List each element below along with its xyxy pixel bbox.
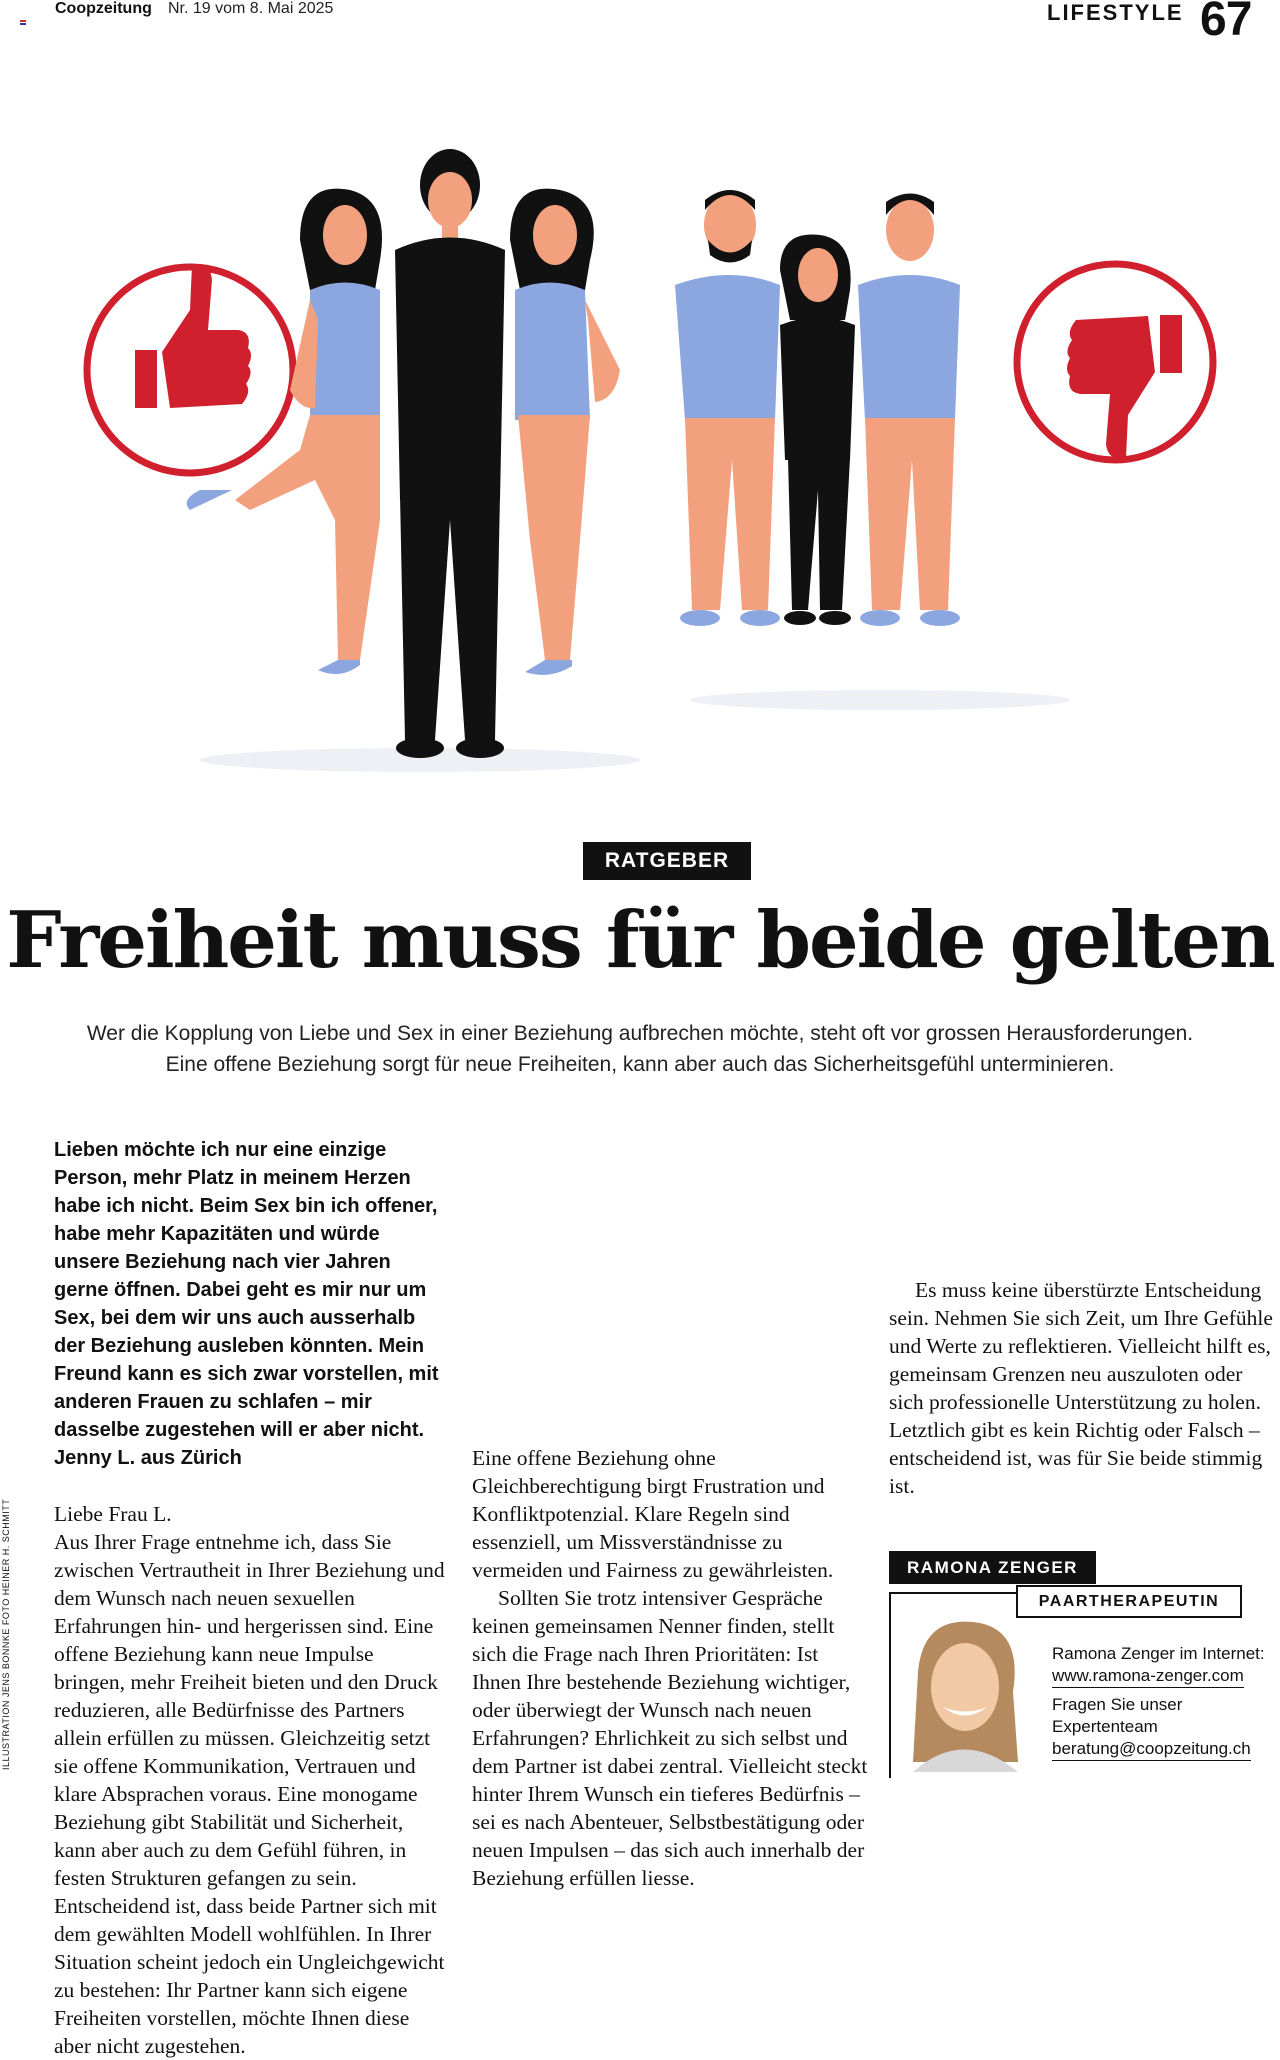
answer-paragraph-1: Aus Ihrer Frage entnehme ich, dass Sie zwischen Vertrautheit in Ihrer Beziehung und dem Wunsch nach neuen sexuellen Erfahrungen hin- und hergerissen sind. Eine offene Beziehung kann neue Impulse bringen, mehr Freiheit bieten und den Druck reduzieren, alle Bedürfnisse des Partners allein erfüllen zu müssen. Gleichzeitig setzt sie offene Kommunikation, Vertrauen und klare Absprachen voraus. Eine monogame Beziehung gibt Stabilität und Sicherheit, kann aber auch zu dem Gefühl führen, in festen Strukturen gefangen zu sein. Entscheidend ist, dass beide Partner sich mit dem gewählten Modell wohlfühlen. In Ihrer Situation scheint jedoch ein Ungleichgewicht zu bestehen: Ihr Partner kann sich eigene Freiheiten vorstellen, möchte Ihnen diese aber nicht zugestehen. — [54, 1530, 445, 2058]
author-contact — [1052, 1643, 1277, 1767]
article-kicker: RATGEBER — [583, 842, 751, 880]
credit-text: ILLUSTRATION JENS BONNKE FOTO HEINER H. SCHMITT — [1, 1498, 11, 1770]
lead-line-2: Eine offene Beziehung sorgt für neue Freiheiten, kann aber auch das Sicherheitsgefühl unterminieren. — [165, 1053, 1115, 1076]
answer-paragraph-3: Sollten Sie trotz intensiver Gespräche keinen gemeinsamen Nenner finden, stellt sich die Frage nach Ihren Prioritäten: Ist Ihnen Ihre bestehende Beziehung wichtiger, oder überwiegt der Wunsch nach neuen Erfahrungen? Ehrlichkeit zu sich selbst und dem Partner ist dabei zentral. Vielleicht steckt hinter Ihrem Wunsch ein tieferes Bedürfnis – sei es nach Abenteuer, Selbstbestätigung oder neuen Impulsen – das sich auch innerhalb der Beziehung erfüllen liesse. — [472, 1586, 868, 1890]
reader-question: Lieben möchte ich nur eine einzige Person, mehr Platz in meinem Herzen habe ich nicht. Beim Sex bin ich offener, habe mehr Kapazitäten und würde unsere Beziehung nach vier Jahren gerne öffnen. Dabei geht es mir nur um Sex, bei dem wir uns auch ausserhalb der Beziehung ausleben könnten. Mein Freund kann es sich zwar vorstellen, mit anderen Frauen zu schlafen – mir dasselbe zugestehen will er aber nicht. — [54, 1139, 439, 1441]
author-portrait — [893, 1612, 1033, 1772]
article-column-2 — [472, 1136, 872, 1890]
left-woman-figure — [187, 189, 382, 674]
man-in-black-figure — [395, 149, 505, 758]
author-name: RAMONA ZENGER — [889, 1551, 1096, 1584]
issue-info: Nr. 19 vom 8. Mai 2025 — [168, 0, 334, 17]
woman-in-black-figure — [780, 234, 855, 625]
photo-credit — [1, 1470, 13, 1770]
thumbs-down-icon — [1017, 264, 1213, 460]
web-label: Ramona Zenger im Internet: — [1052, 1644, 1265, 1663]
page-number: 67 — [1200, 0, 1252, 46]
author-role: PAARTHERAPEUTIN — [1016, 1585, 1242, 1618]
answer-paragraph-2: Eine offene Beziehung ohne Gleichberechtigung birgt Frustration und Konfliktpotenzial. Klare Regeln sind essenziell, um Missverständnisse zu vermeiden und Fairness zu gewährleisten. — [472, 1446, 834, 1582]
middle-woman-figure — [510, 189, 620, 675]
questions-label-2: Expertenteam — [1052, 1717, 1158, 1736]
article-lead — [40, 1018, 1240, 1080]
publication-name: Coopzeitung — [55, 0, 152, 17]
article-column-3 — [889, 1136, 1279, 1500]
thumbs-up-icon — [87, 264, 293, 473]
answer-salutation: Liebe Frau L. — [54, 1502, 172, 1526]
bearded-man-figure — [675, 190, 780, 626]
email-link[interactable]: beratung@coopzeitung.ch — [1052, 1738, 1251, 1761]
reader-signature: Jenny L. aus Zürich — [54, 1447, 242, 1469]
article-column-1 — [54, 1136, 449, 2058]
article-headline: Freiheit muss für beide gelten — [6, 895, 1274, 986]
page-header — [0, 0, 1280, 46]
print-color-marks — [20, 20, 26, 28]
lead-line-1: Wer die Kopplung von Liebe und Sex in einer Beziehung aufbrechen möchte, steht oft vor grossen Herausforderungen. — [86, 1022, 1194, 1045]
website-link[interactable]: www.ramona-zenger.com — [1052, 1665, 1244, 1688]
questions-label-1: Fragen Sie unser — [1052, 1695, 1183, 1714]
answer-paragraph-4: Es muss keine überstürzte Entscheidung sein. Nehmen Sie sich Zeit, um Ihre Gefühle und Werte zu reflektieren. Vielleicht hilft es, gemeinsam Grenzen neu auszuloten oder sich professionelle Unterstützung zu holen. Letztlich gibt es kein Richtig oder Falsch – entscheidend ist, was für Sie beide stimmig ist. — [889, 1278, 1273, 1498]
article-illustration — [60, 140, 1260, 790]
right-man-figure — [858, 194, 960, 627]
section-name: LIFESTYLE — [1047, 0, 1184, 25]
